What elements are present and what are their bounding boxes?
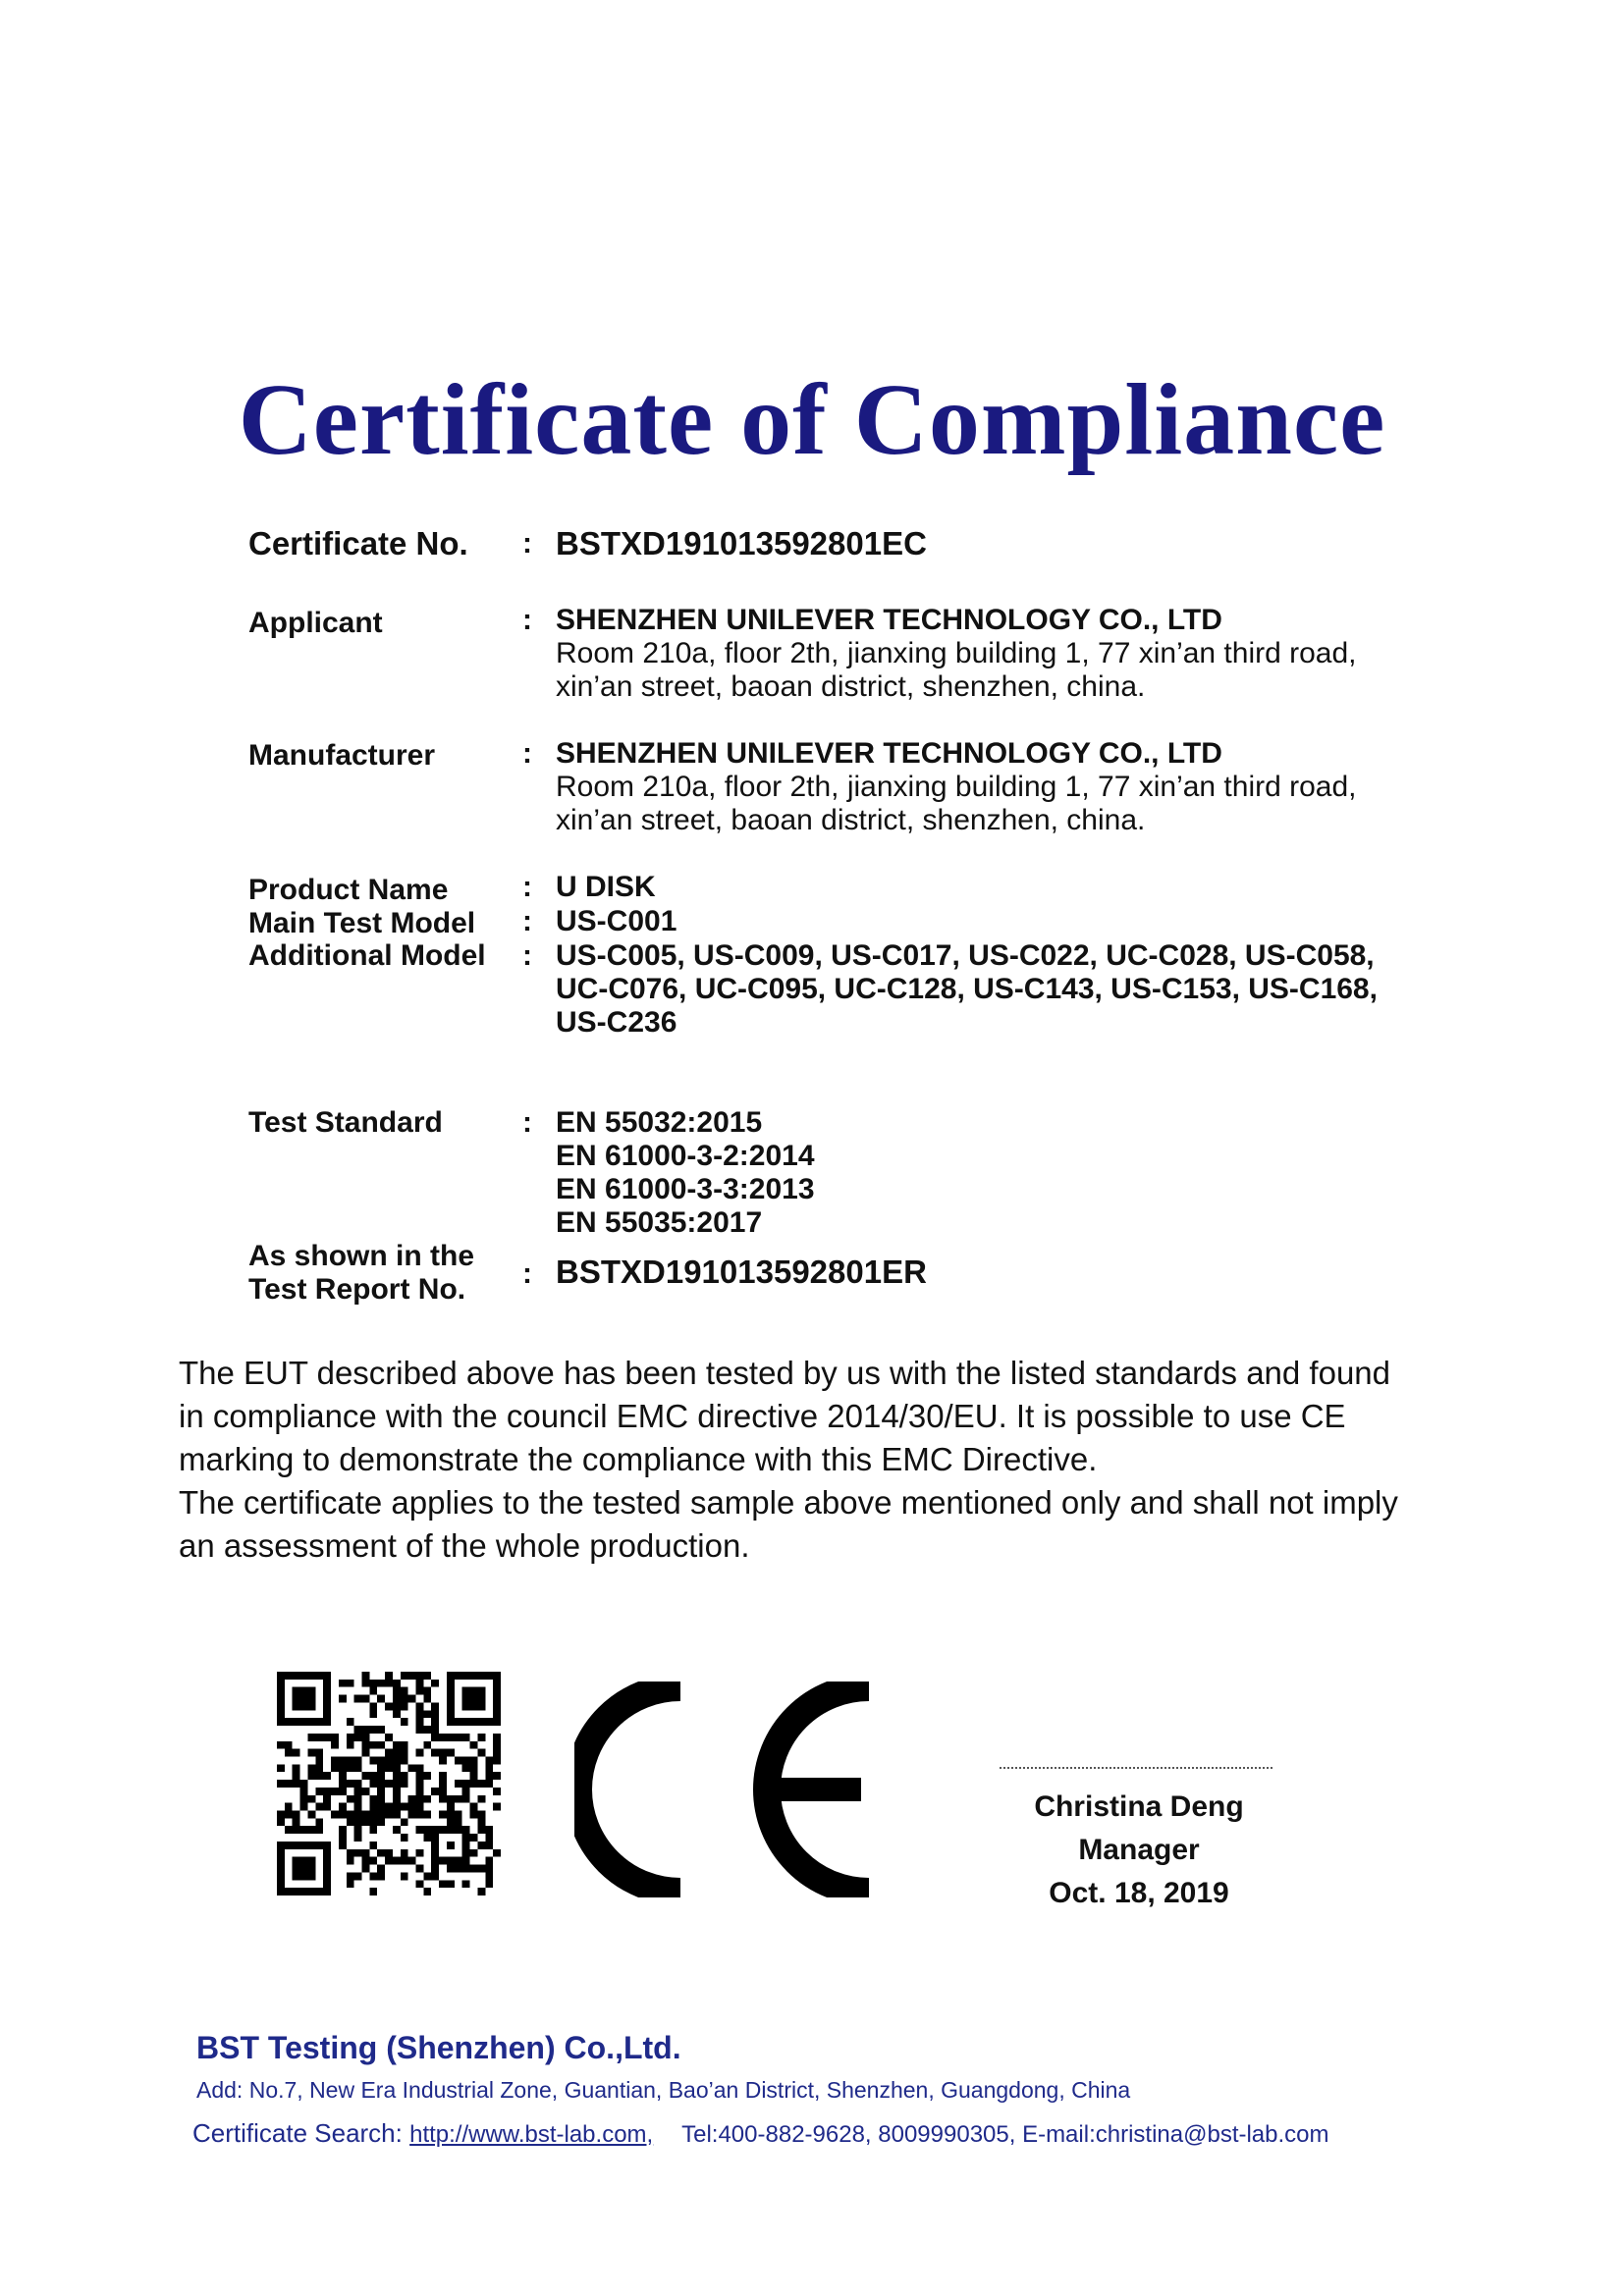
footer-address: Add: No.7, New Era Industrial Zone, Guantian, Bao’an District, Shenzhen, Guangdong, China — [196, 2077, 1131, 2103]
additional-model-line: US-C005, US-C009, US-C017, US-C022, UC-C028, US-C058, — [556, 939, 1375, 972]
footer-company: BST Testing (Shenzhen) Co.,Ltd. — [196, 2030, 681, 2065]
signatory-title: Manager — [1078, 1834, 1200, 1866]
applicant-name: SHENZHEN UNILEVER TECHNOLOGY CO., LTD — [556, 604, 1222, 636]
signature-line — [1000, 1767, 1272, 1769]
manufacturer-name: SHENZHEN UNILEVER TECHNOLOGY CO., LTD — [556, 737, 1222, 770]
statement-line: The certificate applies to the tested sample above mentioned only and shall not imply — [179, 1484, 1398, 1521]
colon: : — [522, 1257, 532, 1290]
colon: : — [522, 527, 532, 560]
applicant-address-line1: Room 210a, floor 2th, jianxing building 1, 77 xin’an third road, — [556, 637, 1357, 669]
certificate-search-link[interactable]: http://www.bst-lab.com, — [409, 2121, 654, 2148]
main-test-model-value: US-C001 — [556, 905, 677, 937]
certificate-title: Certificate of Compliance — [238, 363, 1386, 476]
signature-date: Oct. 18, 2019 — [1049, 1877, 1229, 1909]
statement-line: an assessment of the whole production. — [179, 1527, 750, 1564]
manufacturer-address-line1: Room 210a, floor 2th, jianxing building 1, 77 xin’an third road, — [556, 771, 1357, 803]
test-standard-value: EN 61000-3-3:2013 — [556, 1173, 815, 1205]
additional-model-label: Additional Model — [248, 939, 486, 972]
colon: : — [522, 604, 532, 636]
signatory-name: Christina Deng — [1034, 1790, 1244, 1823]
applicant-label: Applicant — [248, 607, 383, 639]
colon: : — [522, 737, 532, 770]
test-report-value: BSTXD191013592801ER — [556, 1254, 927, 1290]
main-test-model-label: Main Test Model — [248, 907, 476, 939]
certificate-no-label: Certificate No. — [248, 525, 468, 561]
test-standard-label: Test Standard — [248, 1106, 443, 1139]
test-report-label-line2: Test Report No. — [248, 1273, 466, 1306]
colon: : — [522, 905, 532, 937]
test-report-label-line1: As shown in the — [248, 1240, 475, 1272]
statement-line: marking to demonstrate the compliance with this EMC Directive. — [179, 1441, 1098, 1477]
applicant-address-line2: xin’an street, baoan district, shenzhen, china. — [556, 670, 1146, 703]
statement-line: The EUT described above has been tested by us with the listed standards and found — [179, 1355, 1391, 1391]
statement-line: in compliance with the council EMC directive 2014/30/EU. It is possible to use CE — [179, 1398, 1346, 1434]
certificate-search — [192, 2118, 1329, 2149]
product-name-value: U DISK — [556, 871, 656, 903]
test-standard-value: EN 55032:2015 — [556, 1106, 763, 1139]
product-name-label: Product Name — [248, 874, 449, 906]
test-standard-value: EN 55035:2017 — [556, 1206, 763, 1239]
certificate-search-label: Certificate Search: — [192, 2118, 403, 2148]
manufacturer-label: Manufacturer — [248, 739, 436, 772]
test-standard-value: EN 61000-3-2:2014 — [556, 1140, 815, 1172]
manufacturer-address-line2: xin’an street, baoan district, shenzhen, china. — [556, 804, 1146, 836]
footer-contact: Tel:400-882-9628, 8009990305, E-mail:christina@bst-lab.com — [681, 2121, 1329, 2148]
colon: : — [522, 939, 532, 972]
ce-mark-icon — [574, 1682, 879, 1897]
additional-model-line: UC-C076, UC-C095, UC-C128, US-C143, US-C153, US-C168, — [556, 973, 1378, 1005]
certificate-no-value: BSTXD191013592801EC — [556, 525, 927, 561]
colon: : — [522, 871, 532, 903]
additional-model-line: US-C236 — [556, 1006, 677, 1039]
qr-code-icon — [277, 1672, 501, 1896]
colon: : — [522, 1106, 532, 1139]
